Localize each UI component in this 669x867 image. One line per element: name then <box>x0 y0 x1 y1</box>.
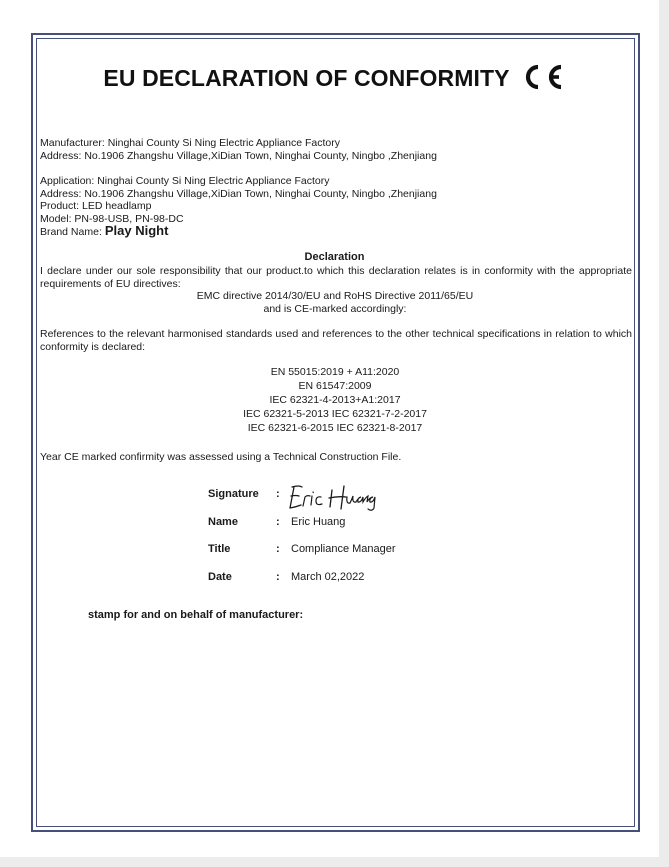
directive-block <box>40 290 630 315</box>
title-value: Compliance Manager <box>291 543 396 555</box>
name-label: Name <box>208 516 238 528</box>
title-label: Title <box>208 543 231 555</box>
date-colon: : <box>276 571 280 583</box>
manufacturer-address: Address: No.1906 Zhangshu Village,XiDian Town, Ninghai County, Ningbo ,Zhenjiang <box>40 149 437 162</box>
product-line: Product: LED headlamp <box>40 200 152 212</box>
application-address: Address: No.1906 Zhangshu Village,XiDian Town, Ninghai County, Ningbo ,Zhenjiang <box>40 187 437 200</box>
title-text: EU DECLARATION OF CONFORMITY <box>103 65 510 91</box>
signature-colon: : <box>276 488 280 500</box>
directive-line: EMC directive 2014/30/EU and RoHS Directive 2011/65/EU <box>196 290 474 302</box>
ce-marked-line: and is CE-marked accordingly: <box>263 302 407 315</box>
application-line: Application: Ninghai County Si Ning Electric Appliance Factory <box>40 175 330 187</box>
year-ce-note: Year CE marked confirmity was assessed using a Technical Construction File. <box>40 451 402 463</box>
references-paragraph: References to the relevant harmonised standards used and references to the other technical specifications in relation to which conformity is declared: <box>40 328 632 353</box>
date-label: Date <box>208 571 232 583</box>
name-value: Eric Huang <box>291 516 346 528</box>
application-block <box>40 175 437 239</box>
model-line: Model: PN-98-USB, PN-98-DC <box>40 212 184 225</box>
stamp-label: stamp for and on behalf of manufacturer: <box>88 609 304 621</box>
declaration-heading: Declaration <box>304 251 365 263</box>
signature-label: Signature <box>208 488 259 500</box>
declaration-paragraph: I declare under our sole responsibility that our product.to which this declaration relates is in conformity with the appropriate requirements of EU directives: <box>40 265 632 290</box>
document-title <box>0 62 669 92</box>
standard-item: IEC 62321-4-2013+A1:2017 <box>269 394 401 406</box>
ce-mark-logo <box>518 62 566 92</box>
brand-line <box>40 225 437 239</box>
standard-item: IEC 62321-5-2013 IEC 62321-7-2-2017 <box>243 408 427 420</box>
manufacturer-block <box>40 137 437 162</box>
standards-list <box>40 365 630 435</box>
handwritten-signature <box>286 482 386 512</box>
manufacturer-line: Manufacturer: Ninghai County Si Ning Electric Appliance Factory <box>40 137 340 149</box>
standard-item: IEC 62321-6-2015 IEC 62321-8-2017 <box>247 422 423 434</box>
title-colon: : <box>276 543 280 555</box>
brand-label: Brand Name: <box>40 226 102 238</box>
standard-item: EN 55015:2019 + A11:2020 <box>270 366 400 378</box>
name-colon: : <box>276 516 280 528</box>
standard-item: EN 61547:2009 <box>298 380 372 392</box>
brand-value: Play Night <box>104 223 169 238</box>
date-value: March 02,2022 <box>291 571 365 583</box>
